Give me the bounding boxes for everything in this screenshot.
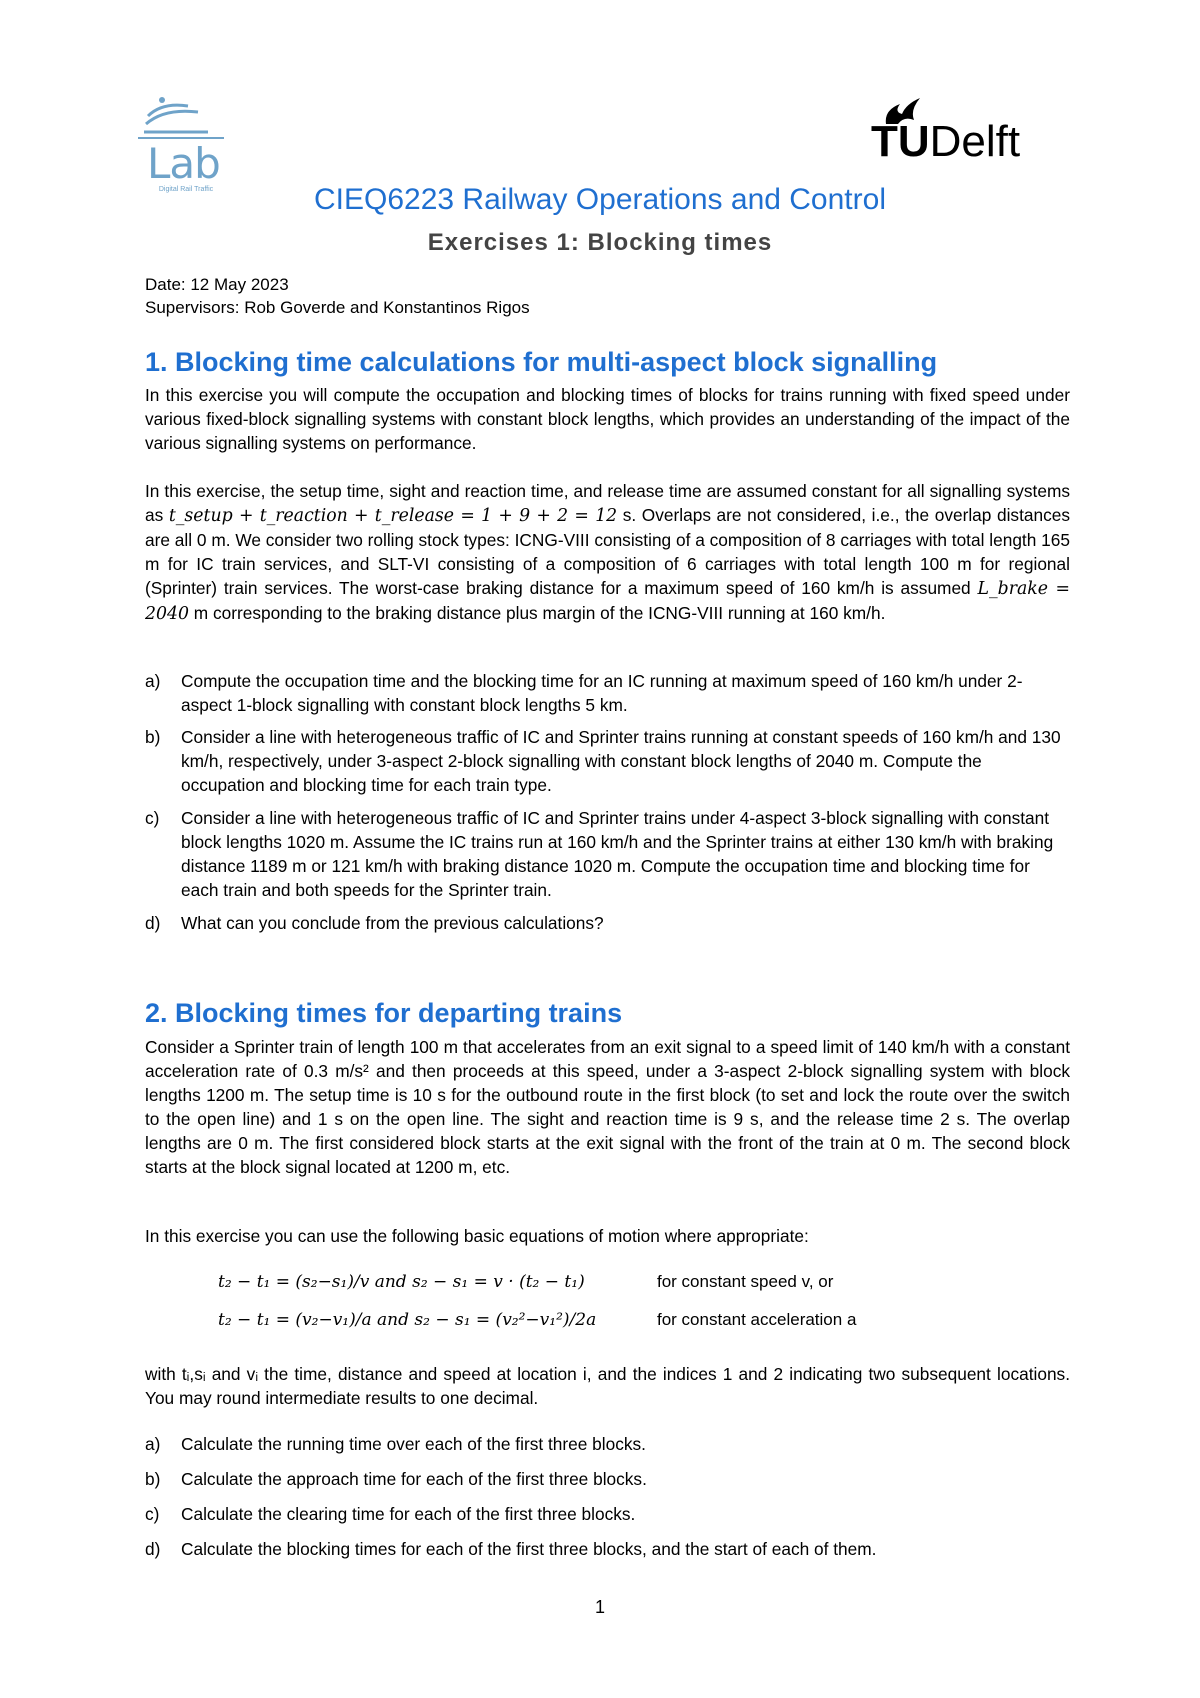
equation-constant-acceleration: t₂ − t₁ = (v₂−v₁)/a and s₂ − s₁ = (v₂²−v₁²)/2a [218, 1310, 597, 1330]
lab-logo-subtitle: Digital Rail Traffic [158, 186, 214, 193]
item-text: Consider a line with heterogeneous traffic of IC and Sprinter trains under 4-aspect 3-block signalling with constant block lengths 1020 m. Assume the IC trains run at 160 km/h and the Sprinter trains at either 130 km/h with braking distance 1189 m or 121 km/h with braking distance 1020 m. Compute the occupation time and blocking time for each train and both speeds for the Sprinter train. [181, 808, 1054, 900]
section2-heading: 2. Blocking times for departing trains [145, 998, 623, 1028]
section1-para2-b: s. Overlaps are not considered, i.e., the overlap distances are all 0 m. We consider two rolling stock types: ICNG-VIII consisting of a composition of 8 carriages with total length 165 m for IC train services, and SLT-VI consisting of a composition of 6 carriages with total length 100 m for regional (Sprinter) train services. The worst-case braking distance for a maximum speed of 160 km/h is assumed [145, 505, 1070, 598]
section1-para2 [145, 479, 1070, 626]
section1-para2-eq: t_setup + t_reaction + t_release = 1 + 9 + 2 = 12 [168, 506, 618, 526]
item-label: a) [145, 671, 161, 691]
item-text: Calculate the approach time for each of the first three blocks. [181, 1469, 647, 1489]
supervisors: Supervisors: Rob Goverde and Konstantinos Rigos [145, 298, 530, 317]
equation-constant-acceleration-note: for constant acceleration a [657, 1310, 857, 1329]
item-label: d) [145, 1539, 161, 1559]
item-label: b) [145, 727, 161, 747]
item-text: What can you conclude from the previous calculations? [181, 913, 604, 933]
item-text: Compute the occupation time and the blocking time for an IC running at maximum speed of 160 km/h under 2-aspect 1-block signalling with constant block lengths 5 km. [181, 671, 1023, 715]
page-title: CIEQ6223 Railway Operations and Control [314, 183, 886, 216]
section1-para2-c: m corresponding to the braking distance plus margin of the ICNG-VIII running at 160 km/h. [188, 603, 886, 623]
item-label: c) [145, 1504, 160, 1524]
section1-para2-a: In this exercise, the setup time, sight and reaction time, and release time are assumed constant for all signalling systems as [145, 481, 1070, 525]
lab-logo-text: Lab [147, 139, 220, 188]
item-text: Calculate the clearing time for each of the first three blocks. [181, 1504, 636, 1524]
item-text: Calculate the running time over each of the first three blocks. [181, 1434, 646, 1454]
tudelft-tu: TU [871, 117, 930, 166]
section2-equations-intro: In this exercise you can use the following basic equations of motion where appropriate: [145, 1226, 809, 1246]
item-label: a) [145, 1434, 161, 1454]
tudelft-logo [871, 118, 1020, 166]
equation-constant-speed: t₂ − t₁ = (s₂−s₁)/v and s₂ − s₁ = v · (t₂ − t₁) [218, 1272, 585, 1292]
item-text: Calculate the blocking times for each of the first three blocks, and the start of each of them. [181, 1539, 877, 1559]
section2-intro: Consider a Sprinter train of length 100 m that accelerates from an exit signal to a speed limit of 140 km/h with a constant acceleration rate of 0.3 m/s² and then proceeds at this speed, under a 3-aspect 2-block signalling system with block lengths 1200 m. The setup time is 10 s for the outbound route in the first block (to set and lock the route over the switch to the open line) and 1 s on the open line. The sight and reaction time is 9 s, and the release time 2 s. The overlap lengths are 0 m. The first considered block starts at the exit signal with the front of the train at 0 m. The second block starts at the block signal located at 1200 m, etc. [145, 1037, 1070, 1177]
equation-constant-speed-note: for constant speed v, or [657, 1272, 834, 1291]
item-label: d) [145, 913, 161, 933]
page-subtitle: Exercises 1: Blocking times [427, 229, 773, 256]
tudelft-delft: Delft [929, 117, 1021, 166]
item-label: b) [145, 1469, 161, 1489]
item-label: c) [145, 808, 160, 828]
date: Date: 12 May 2023 [145, 275, 289, 294]
section1-heading: 1. Blocking time calculations for multi-aspect block signalling [145, 347, 938, 377]
section1-para2-eq2: L_brake = 2040 [145, 579, 1070, 624]
item-text: Consider a line with heterogeneous traffic of IC and Sprinter trains running at constant speeds of 160 km/h and 130 km/h, respectively, under 3-aspect 2-block signalling with constant block lengths of 2040 m. Compute the occupation and blocking time for each train type. [181, 727, 1061, 795]
section2-with-text: with tᵢ,sᵢ and vᵢ the time, distance and speed at location i, and the indices 1 and 2 indicating two subsequent locations. You may round intermediate results to one decimal. [145, 1364, 1070, 1408]
section1-intro: In this exercise you will compute the occupation and blocking times of blocks for trains running with fixed speed under various fixed-block signalling systems with constant block lengths, which provides an understanding of the impact of the various signalling systems on performance. [145, 385, 1070, 453]
page-number: 1 [594, 1597, 605, 1617]
